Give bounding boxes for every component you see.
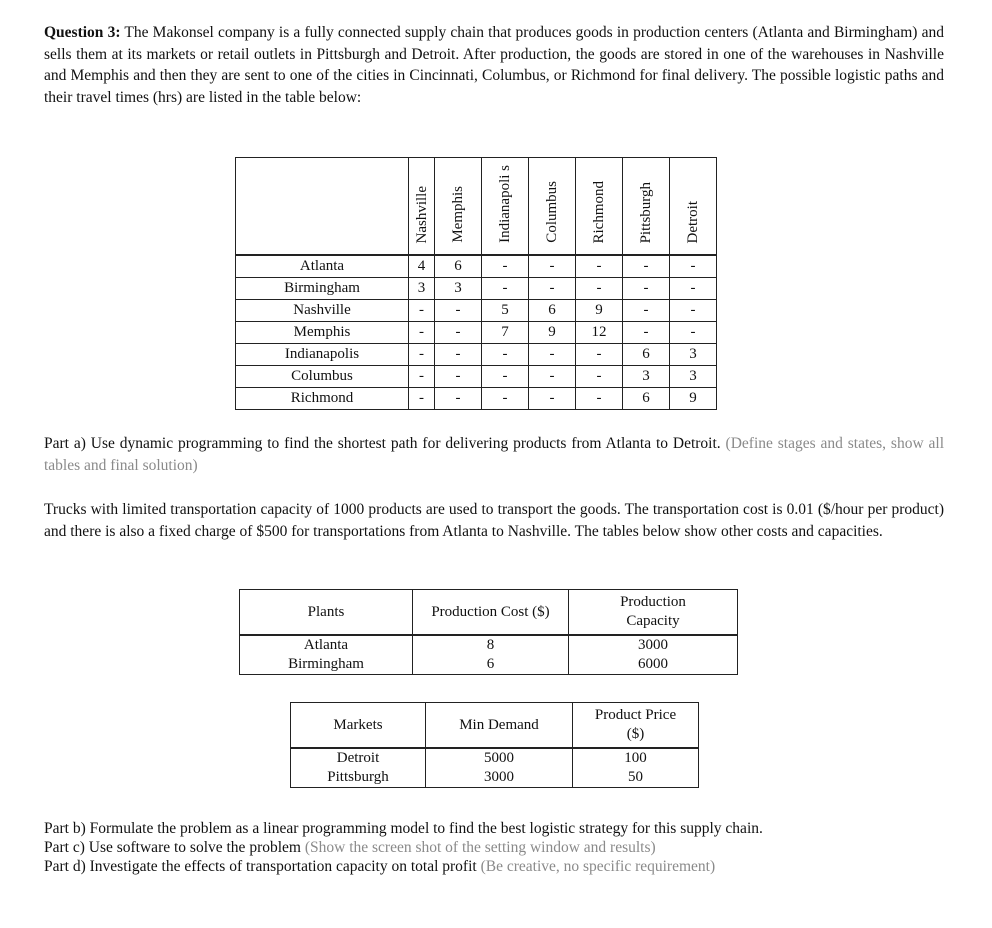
travel-time-cell: - (482, 278, 529, 300)
travel-time-cell: - (670, 255, 717, 278)
travel-time-table (235, 157, 717, 410)
travel-time-cell: 3 (670, 344, 717, 366)
question-intro (44, 22, 944, 108)
travel-time-cell: 3 (409, 278, 435, 300)
travel-time-cell: - (623, 300, 670, 322)
travel-time-cell: 5 (482, 300, 529, 322)
travel-time-cell: - (482, 388, 529, 410)
col-header-detroit: Detroit (670, 158, 717, 256)
travel-time-cell: - (576, 255, 623, 278)
travel-time-cell: 6 (435, 255, 482, 278)
travel-time-cell: - (576, 344, 623, 366)
market-header-price: Product Price ($) (573, 703, 699, 749)
travel-time-cell: - (435, 366, 482, 388)
table-row (236, 255, 717, 278)
row-label: Nashville (236, 300, 409, 322)
part-a-text: Part a) Use dynamic programming to find the shortest path for delivering products from Atlanta to Detroit. (44, 435, 721, 452)
plant-header-capacity: Production Capacity (569, 590, 738, 636)
market-name: Detroit (291, 748, 426, 768)
plant-capacity: 6000 (569, 655, 738, 675)
col-header-richmond: Richmond (576, 158, 623, 256)
plant-cost: 8 (413, 635, 569, 655)
travel-time-cell: - (576, 388, 623, 410)
market-name: Pittsburgh (291, 768, 426, 788)
travel-time-cell: - (409, 300, 435, 322)
travel-time-cell: 6 (529, 300, 576, 322)
travel-time-cell: - (409, 366, 435, 388)
plant-header-cost: Production Cost ($) (413, 590, 569, 636)
table-row (236, 300, 717, 322)
travel-time-cell: - (435, 344, 482, 366)
travel-time-cell: - (482, 344, 529, 366)
travel-time-cell: 7 (482, 322, 529, 344)
plant-header-plants: Plants (240, 590, 413, 636)
part-c-note: (Show the screen shot of the setting window and results) (304, 839, 656, 856)
travel-time-cell: 9 (529, 322, 576, 344)
travel-time-cell: 6 (623, 344, 670, 366)
travel-time-cell: - (529, 278, 576, 300)
travel-time-cell: 6 (623, 388, 670, 410)
travel-time-cell: 3 (435, 278, 482, 300)
travel-time-cell: - (670, 278, 717, 300)
row-label: Columbus (236, 366, 409, 388)
travel-time-cell: - (435, 300, 482, 322)
question-label: Question 3: (44, 24, 121, 41)
part-a-note: (Define stages and states, show all tables and final solution) (44, 435, 945, 474)
travel-time-cell: 3 (623, 366, 670, 388)
travel-time-cell: - (576, 366, 623, 388)
trucks-paragraph: Trucks with limited transportation capacity of 1000 products are used to transport the goods. The transportation cost is 0.01 ($/hour per product) and there is also a fixed charge of $500 for transportations from Atlanta to Nashville. The tables below show other costs and capacities. (44, 501, 944, 540)
travel-time-cell: 12 (576, 322, 623, 344)
table-row (236, 322, 717, 344)
market-demand: 3000 (426, 768, 573, 788)
travel-time-cell: 9 (670, 388, 717, 410)
col-header-nashville: Nashville (409, 158, 435, 256)
table-row (236, 344, 717, 366)
row-label: Atlanta (236, 255, 409, 278)
part-b: Part b) Formulate the problem as a linear programming model to find the best logistic strategy for this supply chain. (44, 820, 763, 837)
travel-time-cell: 4 (409, 255, 435, 278)
travel-time-cell: 3 (670, 366, 717, 388)
travel-time-cell: - (435, 322, 482, 344)
row-label: Indianapolis (236, 344, 409, 366)
plant-cost: 6 (413, 655, 569, 675)
table-row (236, 366, 717, 388)
table-row (236, 278, 717, 300)
market-price: 50 (573, 768, 699, 788)
plant-name: Birmingham (240, 655, 413, 675)
col-header-memphis: Memphis (435, 158, 482, 256)
part-c (44, 838, 944, 857)
plant-capacity: 3000 (569, 635, 738, 655)
travel-time-cell: - (529, 344, 576, 366)
travel-time-cell: 9 (576, 300, 623, 322)
travel-time-cell: - (409, 322, 435, 344)
question-text: The Makonsel company is a fully connected supply chain that produces goods in production centers (Atlanta and Birmingham) and sells them at its markets or retail outlets in Pittsburgh and Detroit. After production, the goods are stored in one of the warehouses in Nashville and Memphis and then they are sent to one of the cities in Cincinnati, Columbus, or Richmond for final delivery. The possible logistic paths and their travel times (hrs) are listed in the table below: (44, 24, 945, 106)
row-label: Richmond (236, 388, 409, 410)
travel-time-cell: - (670, 300, 717, 322)
part-d-text: Part d) Investigate the effects of transportation capacity on total profit (44, 858, 477, 875)
plant-table (239, 589, 738, 675)
table-corner (236, 158, 409, 256)
part-c-text: Part c) Use software to solve the problem (44, 839, 301, 856)
row-label: Memphis (236, 322, 409, 344)
travel-time-cell: - (435, 388, 482, 410)
travel-time-cell: - (623, 322, 670, 344)
part-d-note: (Be creative, no specific requirement) (480, 858, 716, 875)
table-row (236, 388, 717, 410)
row-label: Birmingham (236, 278, 409, 300)
plant-name: Atlanta (240, 635, 413, 655)
col-header-indianapolis: Indianapoli s (482, 158, 529, 256)
travel-time-cell: - (623, 278, 670, 300)
market-header-demand: Min Demand (426, 703, 573, 749)
part-d (44, 857, 944, 876)
travel-time-cell: - (576, 278, 623, 300)
travel-time-cell: - (482, 255, 529, 278)
travel-time-cell: - (529, 366, 576, 388)
market-table (290, 702, 699, 788)
travel-time-cell: - (409, 388, 435, 410)
col-header-pittsburgh: Pittsburgh (623, 158, 670, 256)
market-header-markets: Markets (291, 703, 426, 749)
part-a (44, 433, 944, 476)
travel-time-cell: - (623, 255, 670, 278)
travel-time-cell: - (482, 366, 529, 388)
travel-time-cell: - (529, 388, 576, 410)
travel-time-cell: - (670, 322, 717, 344)
travel-time-cell: - (409, 344, 435, 366)
travel-time-cell: - (529, 255, 576, 278)
market-price: 100 (573, 748, 699, 768)
col-header-columbus: Columbus (529, 158, 576, 256)
market-demand: 5000 (426, 748, 573, 768)
